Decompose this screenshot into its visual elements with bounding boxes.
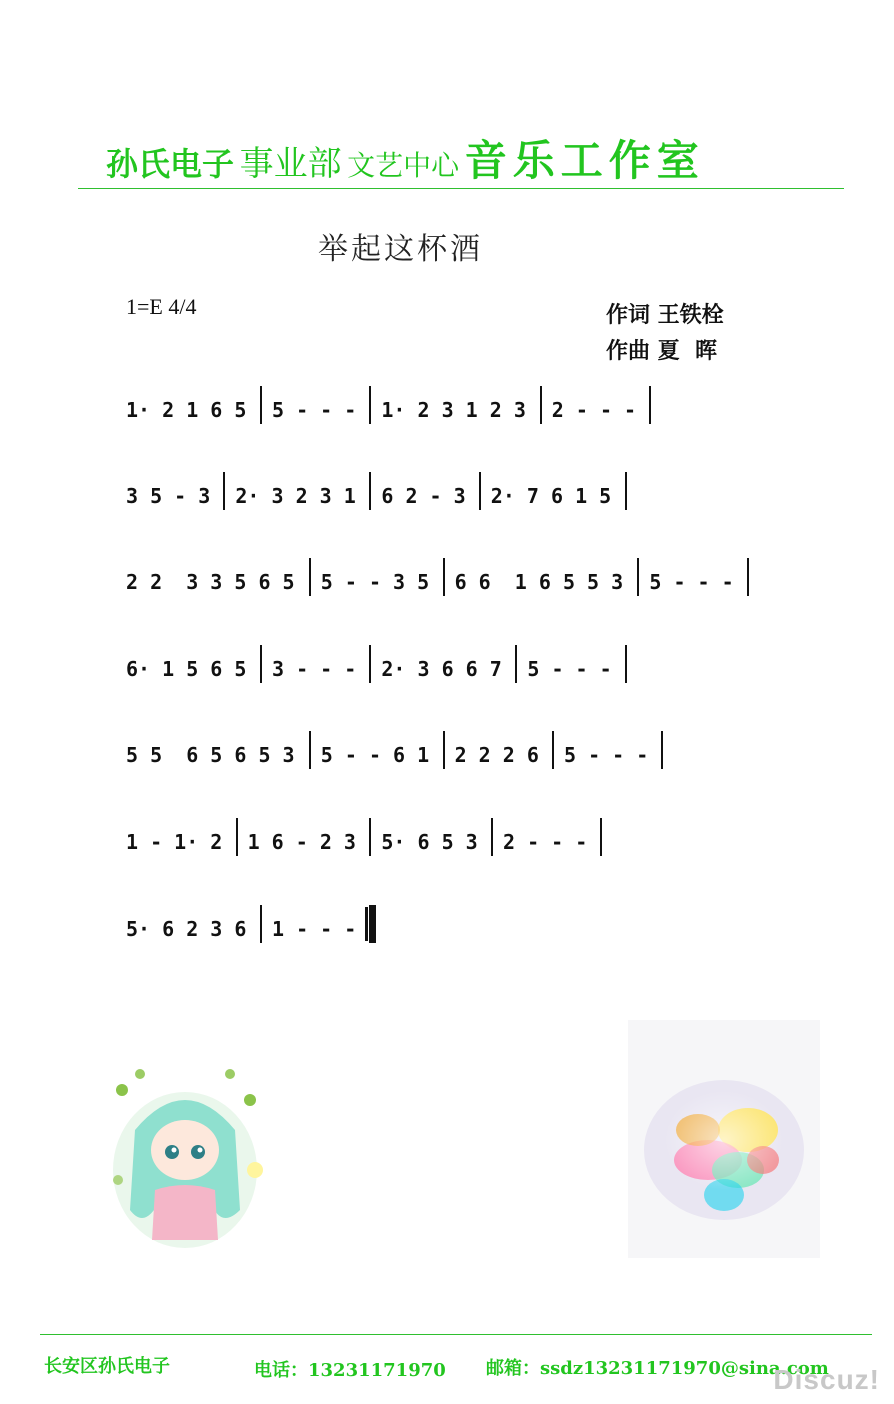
barline xyxy=(515,645,517,683)
barline xyxy=(443,558,445,596)
footer-org: 长安区孙氏电子 xyxy=(44,1356,170,1377)
barline xyxy=(260,386,262,424)
barline xyxy=(600,818,602,856)
song-title: 举起这杯酒 xyxy=(318,232,483,267)
composer-credit: 作曲 夏 晖 xyxy=(606,338,717,364)
header-center: 文艺中心 xyxy=(347,149,460,182)
barline xyxy=(369,472,371,510)
barline xyxy=(369,818,371,856)
measure-notes: 2 2 2 6 xyxy=(454,743,539,767)
measure-notes: 5· 6 2 3 6 xyxy=(126,917,247,941)
measure-notes: 1 - 1· 2 xyxy=(126,830,223,854)
measure-notes: 5 - - 3 5 xyxy=(320,570,430,594)
measure-notes: 3 5 - 3 xyxy=(126,484,211,508)
measure-notes: 5 - - - xyxy=(527,657,612,681)
barline xyxy=(540,386,542,424)
measure-notes: 5 5 6 5 6 5 3 xyxy=(126,743,295,767)
barline xyxy=(491,818,493,856)
studio-header xyxy=(106,128,705,188)
measure-notes: 2 - - - xyxy=(503,830,588,854)
header-company: 孙氏电子 xyxy=(106,145,235,183)
score-row xyxy=(126,657,766,701)
barline xyxy=(625,645,627,683)
key-signature: 1=E 4/4 xyxy=(126,294,197,319)
score-row xyxy=(126,484,766,528)
barline xyxy=(369,386,371,424)
measure-notes: 6 2 - 3 xyxy=(381,484,466,508)
barline xyxy=(309,731,311,769)
measure-notes: 6 6 1 6 5 5 3 xyxy=(454,570,624,594)
barline xyxy=(661,731,663,769)
score-row xyxy=(126,743,766,787)
barline xyxy=(443,731,445,769)
score-row xyxy=(126,398,766,442)
measure-notes: 6· 1 5 6 5 xyxy=(126,657,247,681)
barline xyxy=(223,472,225,510)
barline xyxy=(479,472,481,510)
measure-notes: 5 - - 6 1 xyxy=(320,743,430,767)
barline xyxy=(236,818,238,856)
barline xyxy=(260,645,262,683)
measure-notes: 3 - - - xyxy=(272,657,357,681)
measure-notes: 2· 7 6 1 5 xyxy=(490,484,612,508)
measure-notes: 5· 6 5 3 xyxy=(381,830,478,854)
barline xyxy=(747,558,749,596)
measure-notes: 2 - - - xyxy=(551,398,637,422)
barline xyxy=(369,645,371,683)
measure-notes: 5 - - - xyxy=(564,743,649,767)
footer-phone: 电话：13231171970 xyxy=(254,1360,446,1381)
barline xyxy=(552,731,554,769)
barline xyxy=(649,386,651,424)
measure-notes: 1 - - - xyxy=(272,917,357,941)
header-studio: 音乐工作室 xyxy=(464,136,705,185)
measure-notes: 2· 3 2 3 1 xyxy=(235,484,356,508)
measure-notes: 2· 3 6 6 7 xyxy=(381,657,502,681)
abstract-color-art xyxy=(628,1020,820,1258)
header-division: 事业部 xyxy=(239,144,342,184)
score-row xyxy=(126,917,766,961)
barline xyxy=(625,472,627,510)
barline xyxy=(260,905,262,943)
measure-notes: 5 - - - xyxy=(272,398,357,422)
score-row xyxy=(126,830,766,874)
header-divider xyxy=(78,188,844,189)
final-barline xyxy=(369,905,376,943)
measure-notes: 5 - - - xyxy=(649,570,734,594)
measure-notes: 2 2 3 3 5 6 5 xyxy=(126,570,295,594)
footer-divider xyxy=(40,1334,872,1335)
footer-email: 邮箱：ssdz13231171970@sina.com xyxy=(486,1358,829,1379)
barline xyxy=(637,558,639,596)
score-row xyxy=(126,570,766,614)
measure-notes: 1· 2 1 6 5 xyxy=(126,398,247,422)
measure-notes: 1 6 - 2 3 xyxy=(247,830,356,854)
discuz-watermark: Discuz! xyxy=(773,1364,880,1395)
anime-girl-illustration xyxy=(100,1060,270,1250)
lyricist-credit: 作词 王铁栓 xyxy=(606,302,724,328)
barline xyxy=(309,558,311,596)
measure-notes: 1· 2 3 1 2 3 xyxy=(381,398,526,422)
